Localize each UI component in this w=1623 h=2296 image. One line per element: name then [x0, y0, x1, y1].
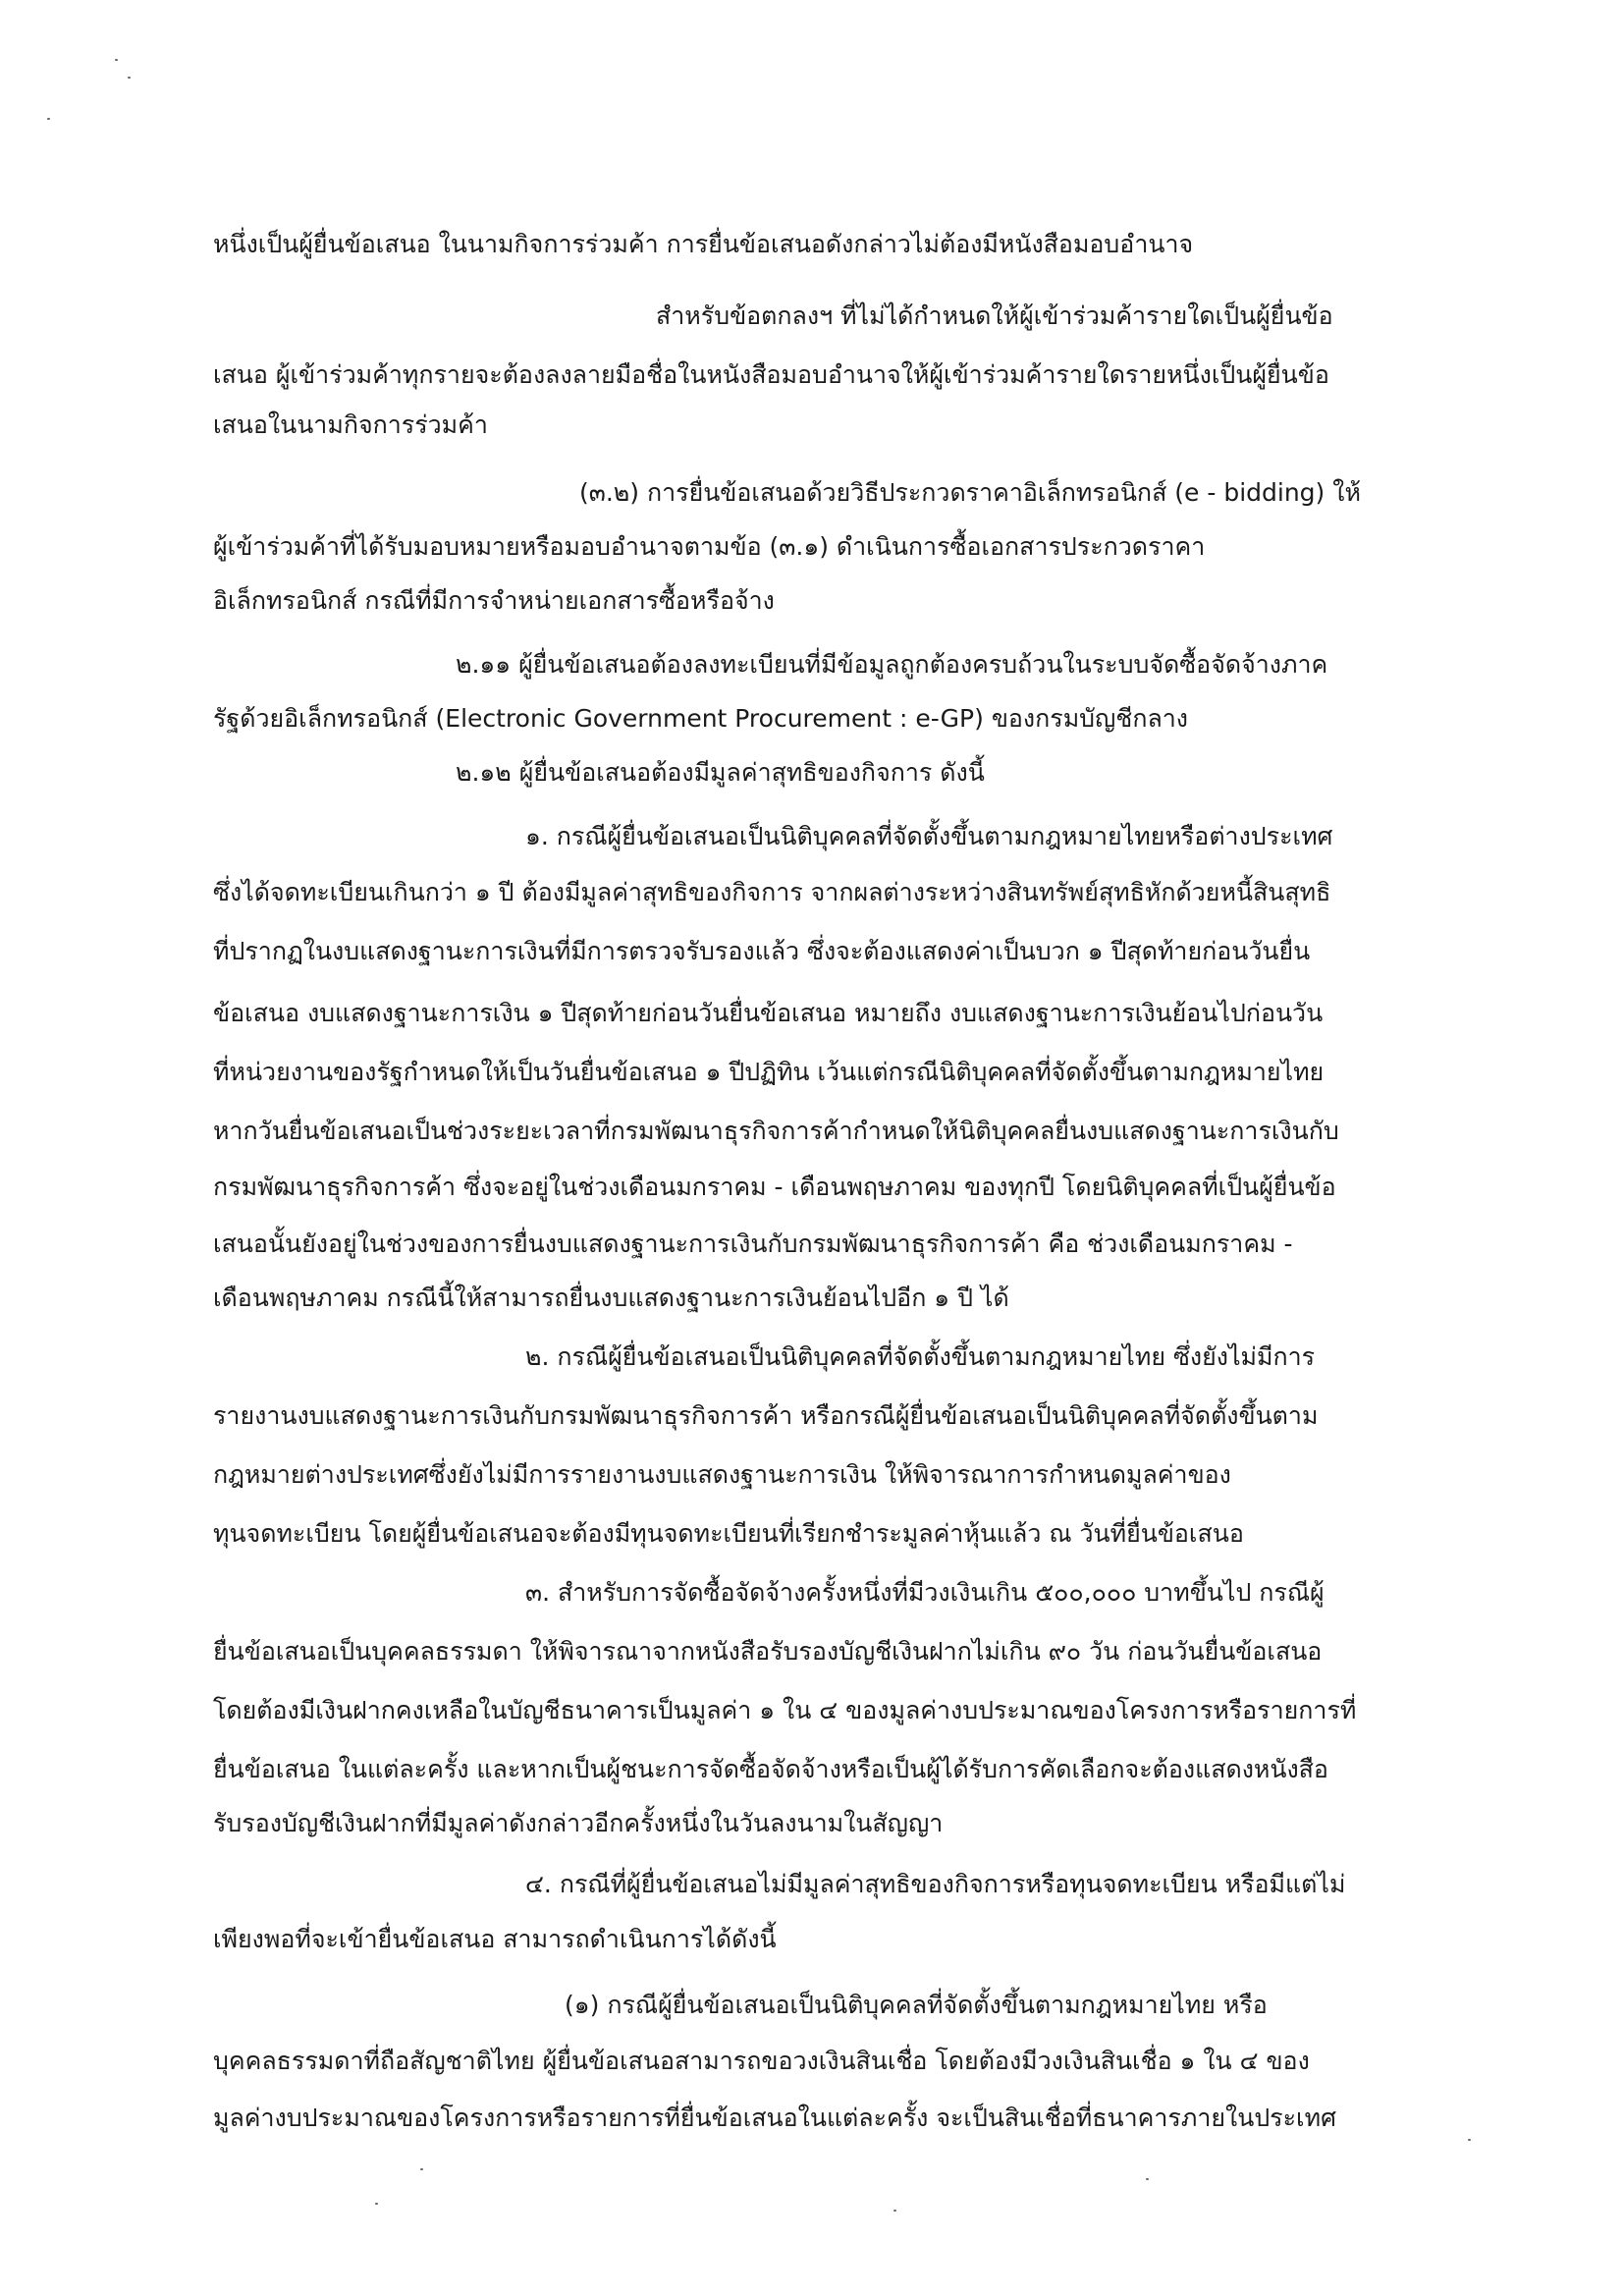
document-line: ๑. กรณีผู้ยื่นข้อเสนอเป็นนิติบุคคลที่จัดตั้งขึ้นตามกฎหมายไทยหรือต่างประเทศ [525, 822, 1333, 850]
document-line: กรมพัฒนาธุรกิจการค้า ซึ่งจะอยู่ในช่วงเดือนมกราคม - เดือนพฤษภาคม ของทุกปี โดยนิติบุคคลที่เป็นผู้ยื่นข้อ [213, 1173, 1336, 1201]
scan-speck [128, 77, 131, 79]
document-line: ๒.๑๒ ผู้ยื่นข้อเสนอต้องมีมูลค่าสุทธิของกิจการ ดังนี้ [456, 758, 985, 787]
document-line: หากวันยื่นข้อเสนอเป็นช่วงระยะเวลาที่กรมพัฒนาธุรกิจการค้ากำหนดให้นิติบุคคลยื่นงบแสดงฐานะการเงินกับ [213, 1117, 1339, 1145]
scan-speck [115, 59, 118, 61]
scan-speck [375, 2203, 378, 2205]
scan-speck [893, 2210, 896, 2212]
document-line: ที่หน่วยงานของรัฐกำหนดให้เป็นวันยื่นข้อเสนอ ๑ ปีปฏิทิน เว้นแต่กรณีนิติบุคคลที่จัดตั้งขึ้นตามกฎหมายไทย [213, 1058, 1325, 1086]
document-line: ๔. กรณีที่ผู้ยื่นข้อเสนอไม่มีมูลค่าสุทธิของกิจการหรือทุนจดทะเบียน หรือมีแต่ไม่ [525, 1870, 1346, 1898]
document-line: โดยต้องมีเงินฝากคงเหลือในบัญชีธนาคารเป็นมูลค่า ๑ ใน ๔ ของมูลค่างบประมาณของโครงการหรือรายการที่ [213, 1696, 1357, 1724]
document-line: (๑) กรณีผู้ยื่นข้อเสนอเป็นนิติบุคคลที่จัดตั้งขึ้นตามกฎหมายไทย หรือ [565, 1991, 1268, 2019]
document-line: เสนอนั้นยังอยู่ในช่วงของการยื่นงบแสดงฐานะการเงินกับกรมพัฒนาธุรกิจการค้า คือ ช่วงเดือนมกราคม - [213, 1230, 1293, 1258]
document-line: มูลค่างบประมาณของโครงการหรือรายการที่ยื่นข้อเสนอในแต่ละครั้ง จะเป็นสินเชื่อที่ธนาคารภายในประเทศ [213, 2104, 1336, 2132]
document-line: หนึ่งเป็นผู้ยื่นข้อเสนอ ในนามกิจการร่วมค้า การยื่นข้อเสนอดังกล่าวไม่ต้องมีหนังสือมอบอำนาจ [213, 230, 1194, 258]
document-line: เสนอ ผู้เข้าร่วมค้าทุกรายจะต้องลงลายมือชื่อในหนังสือมอบอำนาจให้ผู้เข้าร่วมค้ารายใดรายหนึ่งเป็นผู้ยื่นข้อ [213, 360, 1329, 389]
document-line: ซึ่งได้จดทะเบียนเกินกว่า ๑ ปี ต้องมีมูลค่าสุทธิของกิจการ จากผลต่างระหว่างสินทรัพย์สุทธิหักด้วยหนี้สินสุทธิ [213, 878, 1331, 906]
document-line: กฎหมายต่างประเทศซึ่งยังไม่มีการรายงานงบแสดงฐานะการเงิน ให้พิจารณาการกำหนดมูลค่าของ [213, 1460, 1231, 1489]
scan-speck [1146, 2178, 1149, 2180]
document-line: ๓. สำหรับการจัดซื้อจัดจ้างครั้งหนึ่งที่มีวงเงินเกิน ๕๐๐,๐๐๐ บาทขึ้นไป กรณีผู้ [525, 1578, 1325, 1607]
document-line: (๓.๒) การยื่นข้อเสนอด้วยวิธีประกวดราคาอิเล็กทรอนิกส์ (e - bidding) ให้ [579, 478, 1361, 507]
document-line: บุคคลธรรมดาที่ถือสัญชาติไทย ผู้ยื่นข้อเสนอสามารถขอวงเงินสินเชื่อ โดยต้องมีวงเงินสินเชื่อ ๑ ใน ๔ ของ [213, 2047, 1310, 2075]
document-line: รัฐด้วยอิเล็กทรอนิกส์ (Electronic Government Procurement : e-GP) ของกรมบัญชีกลาง [213, 704, 1189, 733]
scan-speck [47, 118, 50, 120]
scan-speck [1468, 2139, 1471, 2141]
document-line: ยื่นข้อเสนอเป็นบุคคลธรรมดา ให้พิจารณาจากหนังสือรับรองบัญชีเงินฝากไม่เกิน ๙๐ วัน ก่อนวันยื่นข้อเสนอ [213, 1637, 1323, 1666]
document-line: ๒. กรณีผู้ยื่นข้อเสนอเป็นนิติบุคคลที่จัดตั้งขึ้นตามกฎหมายไทย ซึ่งยังไม่มีการ [525, 1342, 1316, 1371]
scan-speck [420, 2168, 423, 2170]
document-line: รายงานงบแสดงฐานะการเงินกับกรมพัฒนาธุรกิจการค้า หรือกรณีผู้ยื่นข้อเสนอเป็นนิติบุคคลที่จัดตั้งขึ้นตาม [213, 1401, 1319, 1430]
document-line: ข้อเสนอ งบแสดงฐานะการเงิน ๑ ปีสุดท้ายก่อนวันยื่นข้อเสนอ หมายถึง งบแสดงฐานะการเงินย้อนไปก่อนวัน [213, 999, 1324, 1027]
document-line: สำหรับข้อตกลงฯ ที่ไม่ได้กำหนดให้ผู้เข้าร่วมค้ารายใดเป็นผู้ยื่นข้อ [656, 301, 1333, 330]
document-line: ๒.๑๑ ผู้ยื่นข้อเสนอต้องลงทะเบียนที่มีข้อมูลถูกต้องครบถ้วนในระบบจัดซื้อจัดจ้างภาค [456, 650, 1328, 679]
document-line: อิเล็กทรอนิกส์ กรณีที่มีการจำหน่ายเอกสารซื้อหรือจ้าง [213, 586, 775, 615]
document-line: รับรองบัญชีเงินฝากที่มีมูลค่าดังกล่าวอีกครั้งหนึ่งในวันลงนามในสัญญา [213, 1809, 944, 1837]
document-line: เสนอในนามกิจการร่วมค้า [213, 410, 488, 439]
document-line: ยื่นข้อเสนอ ในแต่ละครั้ง และหากเป็นผู้ชนะการจัดซื้อจัดจ้างหรือเป็นผู้ได้รับการคัดเลือกจะต้องแสดงหนังสือ [213, 1755, 1328, 1783]
document-line: ผู้เข้าร่วมค้าที่ได้รับมอบหมายหรือมอบอำนาจตามข้อ (๓.๑) ดำเนินการซื้อเอกสารประกวดราคา [213, 532, 1206, 561]
document-line: เพียงพอที่จะเข้ายื่นข้อเสนอ สามารถดำเนินการได้ดังนี้ [213, 1925, 777, 1953]
document-line: ที่ปรากฏในงบแสดงฐานะการเงินที่มีการตรวจรับรองแล้ว ซึ่งจะต้องแสดงค่าเป็นบวก ๑ ปีสุดท้ายก่อนวันยื่น [213, 937, 1311, 965]
document-line: เดือนพฤษภาคม กรณีนี้ให้สามารถยื่นงบแสดงฐานะการเงินย้อนไปอีก ๑ ปี ได้ [213, 1284, 1009, 1312]
document-line: ทุนจดทะเบียน โดยผู้ยื่นข้อเสนอจะต้องมีทุนจดทะเบียนที่เรียกชำระมูลค่าหุ้นแล้ว ณ วันที่ยื่นข้อเสนอ [213, 1519, 1244, 1548]
